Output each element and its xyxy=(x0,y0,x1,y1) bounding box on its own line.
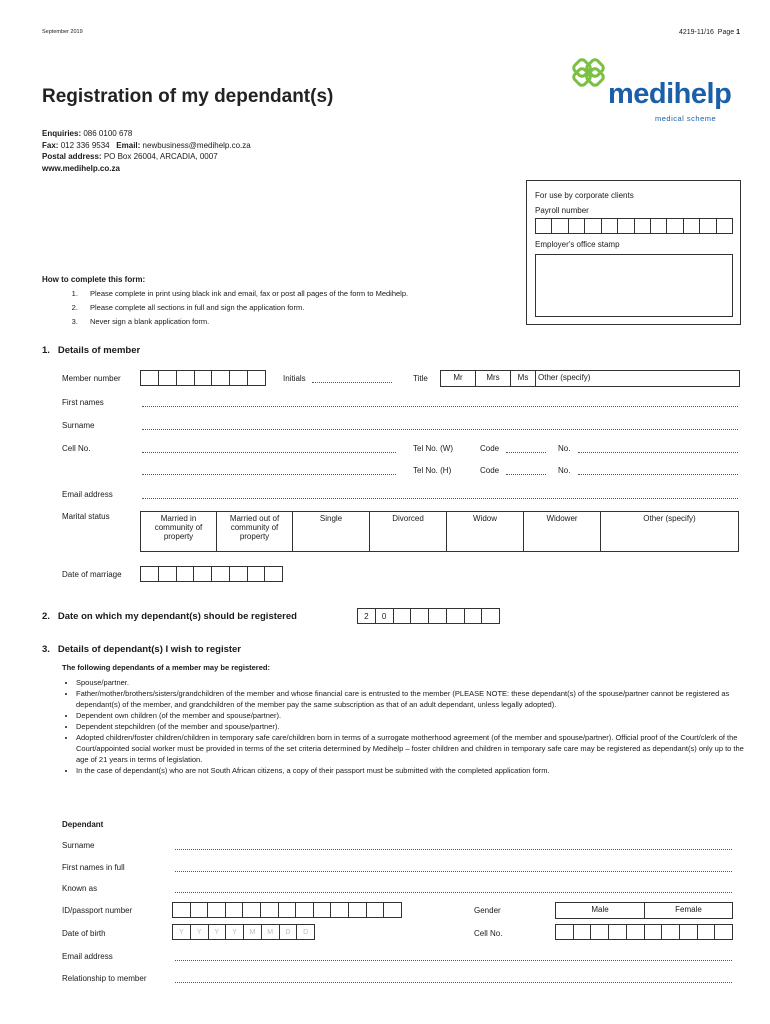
contact-block: Enquiries: 086 0100 678 Fax: 012 336 9534 Email: newbusiness@medihelp.co.za Postal address: PO Box 26004, ARCADIA, 0007 www.medihelp.co.za xyxy=(42,129,251,173)
dep-cell-label: Cell No. xyxy=(474,929,503,938)
how-to-step: 3. Never sign a blank application form. xyxy=(80,315,408,329)
member-number-field[interactable] xyxy=(140,370,266,386)
rule-item: • Dependent stepchildren (of the member and spouse/partner). xyxy=(76,721,756,732)
stamp-label: Employer's office stamp xyxy=(535,240,620,249)
dep-first-names-label: First names in full xyxy=(62,863,125,872)
email-field[interactable] xyxy=(142,498,738,499)
tel-h-code-label: Code xyxy=(480,466,500,475)
rule-item: • Adopted children/foster children/children in temporary safe care/children born in terms of a surrogate motherhood agreement (of the member and spouse/partner). Official proof of the Court/clerk of the Court/appointed social worker must be provided in terms of the set criteria determined by Medihelp – foster children and children in temporary safe care may be registered as dependant(s) only up to the age of 21 years in terms of legislation. xyxy=(76,732,756,765)
how-to-step: 2. Please complete all sections in full and sign the application form. xyxy=(80,301,408,315)
marital-options xyxy=(140,511,739,552)
dep-email-field[interactable] xyxy=(175,960,732,961)
rule-item: • Dependent own children (of the member and spouse/partner). xyxy=(76,710,756,721)
form-reference: 4219-11/16 Page 1 xyxy=(678,29,740,36)
tel-h-no-label: No. xyxy=(558,466,571,475)
page-title: Registration of my dependant(s) xyxy=(42,86,334,107)
first-names-label: First names xyxy=(62,398,104,407)
dep-surname-label: Surname xyxy=(62,841,95,850)
dep-first-names-field[interactable] xyxy=(175,871,732,872)
surname-field[interactable] xyxy=(142,429,738,430)
title-ms[interactable]: Ms xyxy=(511,371,536,387)
rule-item: • Spouse/partner. xyxy=(76,677,756,688)
payroll-label: Payroll number xyxy=(535,206,589,215)
initials-label: Initials xyxy=(283,374,306,383)
logo-brand: medihelp xyxy=(608,78,732,110)
section3-title: 3. Details of dependant(s) I wish to register xyxy=(42,644,242,655)
initials-field[interactable] xyxy=(312,382,392,383)
cell-field-extra[interactable] xyxy=(142,474,396,475)
dep-relationship-field[interactable] xyxy=(175,982,732,983)
how-to-steps xyxy=(42,287,408,329)
marital-label: Marital status xyxy=(62,512,110,521)
dep-dob-field[interactable]: Y Y Y Y M M D D xyxy=(172,924,315,940)
dep-id-label: ID/passport number xyxy=(62,906,133,915)
dependant-heading: Dependant xyxy=(62,820,104,829)
first-names-field[interactable] xyxy=(142,406,738,407)
section3-intro: The following dependants of a member may be registered: xyxy=(62,663,270,672)
form-date: September 2019 xyxy=(42,29,83,35)
title-label: Title xyxy=(413,374,428,383)
tel-w-code-label: Code xyxy=(480,444,500,453)
dep-gender-options xyxy=(555,902,733,919)
rule-item: • In the case of dependant(s) who are not South African citizens, a copy of their passport must be submitted with the completed application form. xyxy=(76,765,756,776)
payroll-number-field[interactable] xyxy=(535,218,733,234)
marital-single[interactable]: Single xyxy=(293,512,370,552)
date-of-marriage-label: Date of marriage xyxy=(62,570,122,579)
logo-tagline: medical scheme xyxy=(655,114,717,123)
tel-w-code-field[interactable] xyxy=(506,452,546,453)
title-other[interactable]: Other (specify) xyxy=(536,371,740,387)
tel-w-label: Tel No. (W) xyxy=(413,444,453,453)
title-options xyxy=(440,370,740,387)
dependant-rules xyxy=(62,677,756,776)
corporate-box xyxy=(526,180,741,325)
marital-other[interactable]: Other (specify) xyxy=(601,512,739,552)
marital-divorced[interactable]: Divorced xyxy=(370,512,447,552)
surname-label: Surname xyxy=(62,421,95,430)
date-of-marriage-field[interactable] xyxy=(140,566,283,582)
stamp-area[interactable] xyxy=(535,254,733,317)
cell-field[interactable] xyxy=(142,452,396,453)
corporate-heading: For use by corporate clients xyxy=(535,191,634,200)
tel-w-no-label: No. xyxy=(558,444,571,453)
member-number-label: Member number xyxy=(62,374,121,383)
marital-married-out-community[interactable]: Married out of community of property xyxy=(217,512,293,552)
tel-h-label: Tel No. (H) xyxy=(413,466,452,475)
dep-known-as-label: Known as xyxy=(62,884,98,893)
dep-gender-label: Gender xyxy=(474,906,501,915)
how-to-title: How to complete this form: xyxy=(42,275,146,284)
tel-h-code-field[interactable] xyxy=(506,474,546,475)
tel-w-no-field[interactable] xyxy=(578,452,738,453)
marital-widower[interactable]: Widower xyxy=(524,512,601,552)
title-mrs[interactable]: Mrs xyxy=(476,371,511,387)
marital-widow[interactable]: Widow xyxy=(447,512,524,552)
title-mr[interactable]: Mr xyxy=(441,371,476,387)
gender-male[interactable]: Male xyxy=(556,903,645,919)
tel-h-no-field[interactable] xyxy=(578,474,738,475)
registration-date-field[interactable]: 2 0 xyxy=(357,608,500,624)
dep-dob-label: Date of birth xyxy=(62,929,106,938)
dep-surname-field[interactable] xyxy=(175,849,732,850)
dep-cell-field[interactable] xyxy=(555,924,733,940)
dep-id-field[interactable] xyxy=(172,902,402,918)
dep-known-as-field[interactable] xyxy=(175,892,732,893)
gender-female[interactable]: Female xyxy=(645,903,733,919)
rule-item: • Father/mother/brothers/sisters/grandchildren of the member and whose financial care is entrusted to the member (PLEASE NOTE: these dependant(s) of the spouse/partner cannot be registered as dependant(s) of the member, and grandchildren of the member pay the same subscription as that of an adult dependant, unless legally adopted). xyxy=(76,688,756,710)
dep-email-label: Email address xyxy=(62,952,113,961)
medihelp-logo-icon xyxy=(572,56,612,90)
section1-title: 1. Details of member xyxy=(42,345,141,356)
section2-title: 2. Date on which my dependant(s) should be registered xyxy=(42,611,297,622)
email-label: Email address xyxy=(62,490,113,499)
how-to-step: 1. Please complete in print using black ink and email, fax or post all pages of the form to Medihelp. xyxy=(80,287,408,301)
marital-married-in-community[interactable]: Married in community of property xyxy=(141,512,217,552)
cell-label: Cell No. xyxy=(62,444,91,453)
dep-relationship-label: Relationship to member xyxy=(62,974,147,983)
